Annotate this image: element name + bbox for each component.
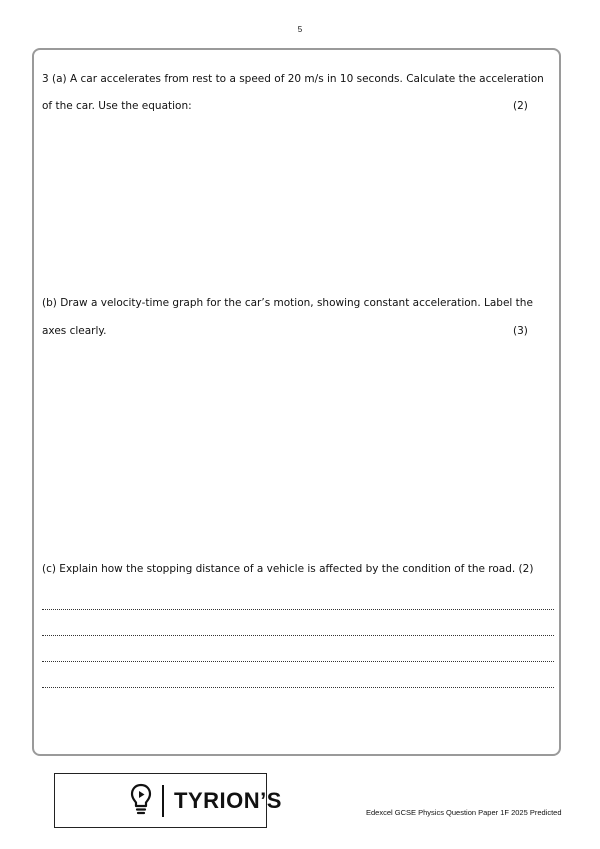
brand-logo — [54, 773, 282, 828]
question-3b-marks: (3) — [513, 325, 528, 337]
page-number: 5 — [297, 25, 303, 34]
answer-line[interactable] — [42, 609, 554, 610]
question-3b-text-line2: axes clearly. — [42, 325, 107, 337]
question-3c-text: (c) Explain how the stopping distance of a vehicle is affected by the condition of the road. (2) — [42, 563, 534, 575]
answer-line[interactable] — [42, 635, 554, 636]
question-3a-text-line1: 3 (a) A car accelerates from rest to a speed of 20 m/s in 10 seconds. Calculate the acceleration — [42, 73, 544, 85]
paper-caption: Edexcel GCSE Physics Question Paper 1F 2025 Predicted — [366, 808, 562, 817]
answer-line[interactable] — [42, 661, 554, 662]
question-frame — [32, 48, 561, 756]
answer-line[interactable] — [42, 687, 554, 688]
lightbulb-play-icon — [129, 782, 153, 824]
question-3a-marks: (2) — [513, 100, 528, 112]
logo-divider — [162, 785, 164, 817]
question-3a-text-line2: of the car. Use the equation: — [42, 100, 192, 112]
brand-name: TYRION’S — [174, 788, 282, 813]
question-3b-text-line1: (b) Draw a velocity-time graph for the car’s motion, showing constant acceleration. Label the — [42, 297, 533, 309]
